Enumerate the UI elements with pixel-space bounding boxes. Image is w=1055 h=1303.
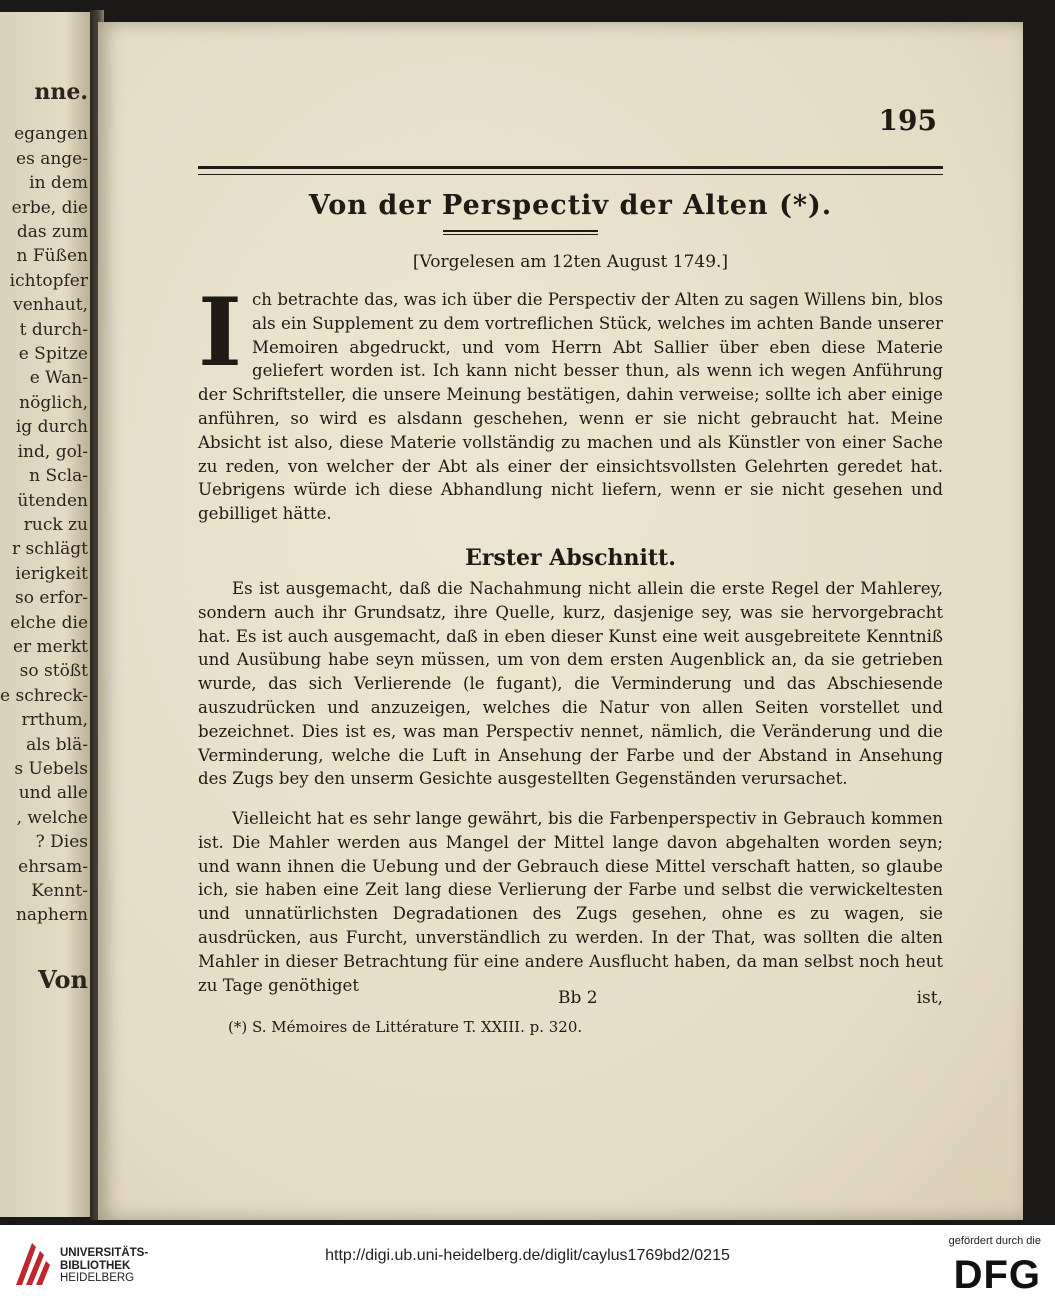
left-page-line: ind, gol- <box>17 441 88 462</box>
page-title: Von der Perspectiv der Alten (*). <box>308 190 833 221</box>
footnote: (*) S. Mémoires de Littérature T. XXIII. p. 320. <box>228 1018 583 1036</box>
left-page-text <box>0 12 92 992</box>
dfg-logo: DFG <box>953 1253 1041 1297</box>
left-page-line: ierigkeit <box>15 563 88 584</box>
page-number: 195 <box>878 104 937 137</box>
funder-caption: gefördert durch die <box>948 1235 1041 1247</box>
drop-cap: I <box>198 278 242 388</box>
left-page-line: erbe, die <box>11 197 88 218</box>
paragraph-3: Vielleicht hat es sehr lange gewährt, bis die Farbenperspectiv in Gebrauch kommen ist. Die Mahler werden aus Mangel der Mittel lange davon abgehalten worden seyn; und wann ihnen die Uebung und der Gebrauch diese Mittel verschaft hatten, so glaube ich, sie haben eine Zeit lang diese Verlierung der Farbe und selbst die verwickeltesten und unnatürlichsten Degradationen des Zugs gesehen, ohne es zu wagen, sie ausdrücken, aus Furcht, unverständlich zu werden. In der That, was sollten die alten Mahler in dieser Betrachtung für eine andere Ausflucht haben, da man selbst noch heut zu Tage genöthiget <box>198 809 943 995</box>
left-page-line: e schreck- <box>0 685 89 706</box>
left-page-line: das zum <box>16 222 88 243</box>
institution-line: BIBLIOTHEK <box>60 1259 131 1272</box>
intro-text: ch betrachte das, was ich über die Perspectiv der Alten zu sagen Willens bin, blos als ein Supplement zu dem vortreflichen Stück, welches im achten Bande unserer Memoiren abgedruckt, und vom Herrn Abt Sallier über eben diese Materie geliefert worden ist. Ich kann nicht besser thun, als wenn ich wegen Anführung der Schriftsteller, die unsere Meinung bestätigen, dahin verweise; sollte ich aber einige anführen, so wird es alsdann geschehen, wenn er sie nicht gebraucht hat. Meine Absicht ist also, diese Materie vollständig zu machen und als Künstler von einer Sache zu reden, von welcher der Abt als einer der einsichtsvollsten Gelehrten geredet hat. Uebrigens würde ich diese Abhandlung nicht liefern, wenn er sie nicht gesehen und gebilliget hätte. <box>198 290 943 524</box>
left-page-line: ehrsam- <box>18 856 88 877</box>
left-page-line: s Uebels <box>14 758 88 779</box>
left-page-line: ichtopfer <box>9 270 88 291</box>
left-page-line: e Wan- <box>29 368 88 389</box>
paragraph-2: Es ist ausgemacht, daß die Nachahmung nicht allein die erste Regel der Mahlerey, sondern auch ihr Grundsatz, ihre Quelle, kurz, dasjenige sey, was sie hervorgebracht hat. Es ist auch ausgemacht, daß in eben dieser Kunst eine weit ausgebreitete Kenntniß und Ausübung habe seyn müssen, um von dem ersten Augenblick an, da sie getrieben wurde, das sich Verlierende (le fugant), die Verminderung und das Abschiesende auszudrücken und anzuzeigen, welches die Natur von allen Seiten vorstellet und bezeichnet. Dies ist es, was man Perspectiv nennet, nämlich, die Veränderung und die Verminderung, welche die Luft in Ansehung der Farbe und der Abstand in Ansehung des Zugs bey den unserm Gesichte ausgestellten Gegenständen verursachet. <box>198 579 943 789</box>
left-page-line: ig durch <box>15 417 88 438</box>
left-page-line: venhaut, <box>13 295 88 316</box>
title-rule <box>443 230 598 235</box>
left-page-line: e Spitze <box>18 344 88 365</box>
institution-line: HEIDELBERG <box>60 1272 135 1284</box>
left-page-line: es ange- <box>16 148 88 169</box>
left-page-line: n Scla- <box>29 466 88 487</box>
left-page-line: ruck zu <box>23 514 88 535</box>
left-page-lines <box>0 122 88 927</box>
left-page-catchword: Von <box>38 964 88 994</box>
section-heading: Erster Abschnitt. <box>465 545 676 571</box>
left-page-line: nöglich, <box>19 392 88 413</box>
left-page-line: n Füßen <box>16 246 88 267</box>
left-page-line: elche die <box>10 612 88 633</box>
left-page-line: egangen <box>14 124 88 145</box>
header-rule <box>198 166 943 175</box>
catchword: ist, <box>916 988 943 1008</box>
left-page-line: r schlägt <box>11 539 88 560</box>
viewer-footer <box>0 1225 1055 1303</box>
left-page-line: so erfor- <box>15 588 88 609</box>
left-page-line: , welche <box>16 807 88 828</box>
intro-paragraph <box>198 278 943 526</box>
left-page-line: naphern <box>15 905 88 926</box>
left-page-line: so stößt <box>19 661 88 682</box>
left-page-line: und alle <box>18 783 88 804</box>
left-page-line: rrthum, <box>21 710 88 731</box>
dateline: [Vorgelesen am 12ten August 1749.] <box>412 252 729 272</box>
right-page <box>98 22 1023 1220</box>
left-page-line: er merkt <box>12 636 88 657</box>
signature-mark: Bb 2 <box>558 988 598 1008</box>
left-page-line: t durch- <box>19 319 88 340</box>
institution-line: UNIVERSITÄTS- <box>60 1247 149 1259</box>
left-page-line: ? Dies <box>35 832 88 853</box>
permalink-url[interactable]: http://digi.ub.uni-heidelberg.de/diglit/caylus1769bd2/0215 <box>325 1247 730 1264</box>
left-page-line: Kennt- <box>31 881 88 901</box>
left-page-header: nne. <box>34 79 88 105</box>
left-page-line: als blä- <box>26 734 88 755</box>
left-page-line: in dem <box>29 173 88 194</box>
left-page-fragment <box>0 12 92 1217</box>
left-page-line: ütenden <box>17 490 88 511</box>
